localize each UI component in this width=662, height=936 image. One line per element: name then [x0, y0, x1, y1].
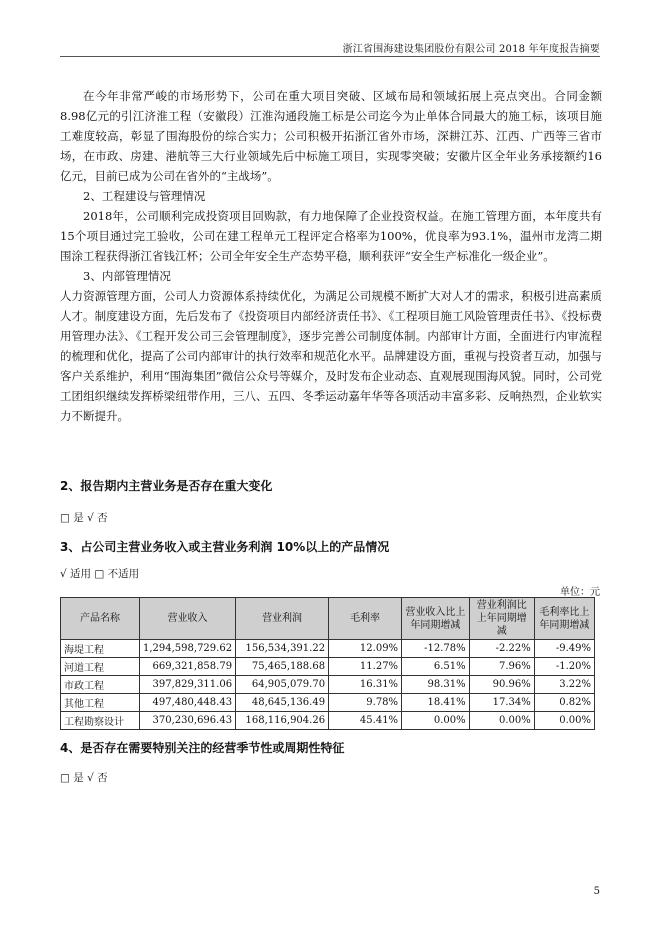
header-revenue-change: 营业收入比上年同期增减 — [402, 598, 470, 640]
product-table — [60, 597, 595, 730]
cell-product: 海堤工程 — [61, 640, 140, 658]
cell-margin-change: -1.20% — [534, 658, 594, 676]
cell-margin: 9.78% — [329, 694, 402, 712]
cell-margin: 16.31% — [329, 676, 402, 694]
cell-product: 其他工程 — [61, 694, 140, 712]
cell-product: 工程勘察设计 — [61, 712, 140, 730]
cell-revenue: 370,230,696.43 — [140, 712, 236, 730]
cell-profit-change: 0.00% — [469, 712, 534, 730]
section-2-title: 2、工程建设与管理情况 — [83, 189, 206, 203]
cell-profit-change: -2.22% — [469, 640, 534, 658]
cell-profit: 75,465,188.68 — [236, 658, 329, 676]
header-margin: 毛利率 — [329, 598, 402, 640]
section-3-paragraph: 人力资源管理方面，公司人力资源体系持续优化，为满足公司规模不断扩大对人才的需求，积极引进高素质人才。制度建设方面，先后发布了《投资项目内部经济责任书》、《工程项目施工风险管理责任书》、《投标费用管理办法》、《工程开发公司三会管理制度》，逐步完善公司制度体制。内部审计方面，全面进行内审流程的梳理和优化，提高了公司内部审计的执行效率和规范化水平。品牌建设方面，重视与投资者互动，加强与客户关系维护，利用“围海集团”微信公众号等媒介，及时发布企业动态、直观展现围海风貌。同时，公司党工团组织继续发挥桥梁纽带作用，三八、五四、冬季运动嘉年华等各项活动丰富多彩、反响热烈，企业软实力不断提升。 — [60, 289, 602, 423]
cell-profit-change: 17.34% — [469, 694, 534, 712]
q2-heading: 2、报告期内主营业务是否存在重大变化 — [60, 479, 273, 493]
q3-answer: √ 适用 □ 不适用 — [60, 568, 140, 580]
cell-revenue-change: 18.41% — [402, 694, 470, 712]
q4-answer: □ 是 √ 否 — [60, 772, 108, 784]
cell-revenue-change: 6.51% — [402, 658, 470, 676]
cell-margin: 45.41% — [329, 712, 402, 730]
header-product: 产品名称 — [61, 598, 140, 640]
q4-heading: 4、是否存在需要特别关注的经营季节性或周期性特征 — [60, 741, 345, 755]
cell-profit: 168,116,904.26 — [236, 712, 329, 730]
cell-revenue-change: -12.78% — [402, 640, 470, 658]
unit-label: 单位：元 — [560, 587, 600, 598]
page-number: 5 — [593, 886, 600, 897]
q2-answer: □ 是 √ 否 — [60, 512, 108, 524]
header-title: 浙江省围海建设集团股份有限公司 2018 年年度报告摘要 — [342, 44, 600, 55]
header-profit: 营业利润 — [236, 598, 329, 640]
cell-product: 河道工程 — [61, 658, 140, 676]
cell-revenue: 497,480,448.43 — [140, 694, 236, 712]
table-row — [61, 712, 595, 730]
intro-paragraph: 在今年非常严峻的市场形势下，公司在重大项目突破、区域布局和领域拓展上亮点突出。合同金额8.98亿元的引江济淮工程（安徽段）江淮沟通段施工标是公司迄今为止单体合同最大的施工标，该项目施工难度较高，彰显了围海股份的综合实力；公司积极开拓浙江省外市场，深耕江苏、江西、广西等三省市场，在市政、房建、港航等三大行业领域先后中标施工项目，实现零突破；安徽片区全年业务承接额约16亿元，目前已成为公司在省外的“主战场”。 — [60, 89, 602, 183]
table-header-row — [61, 598, 595, 640]
cell-product: 市政工程 — [61, 676, 140, 694]
section-2-paragraph: 2018年，公司顺利完成投资项目回购款，有力地保障了企业投资权益。在施工管理方面，本年度共有15个项目通过完工验收，公司在建工程单元工程评定合格率为100%，优良率为93.1%，温州市龙湾二期围涂工程获得浙江省钱江杯；公司全年安全生产态势平稳，顺利获评“安全生产标准化一级企业”。 — [60, 209, 602, 263]
cell-margin-change: 3.22% — [534, 676, 594, 694]
cell-margin: 12.09% — [329, 640, 402, 658]
header-revenue: 营业收入 — [140, 598, 236, 640]
page-header — [60, 38, 600, 57]
cell-revenue: 1,294,598,729.62 — [140, 640, 236, 658]
table-row — [61, 640, 595, 658]
cell-margin-change: -9.49% — [534, 640, 594, 658]
q3-heading: 3、占公司主营业务收入或主营业务利润 10%以上的产品情况 — [60, 540, 390, 554]
cell-profit: 48,645,136.49 — [236, 694, 329, 712]
cell-revenue: 669,321,858.79 — [140, 658, 236, 676]
table-row — [61, 694, 595, 712]
cell-margin: 11.27% — [329, 658, 402, 676]
header-profit-change: 营业利润比上年同期增减 — [469, 598, 534, 640]
table-row — [61, 658, 595, 676]
cell-profit-change: 7.96% — [469, 658, 534, 676]
cell-margin-change: 0.82% — [534, 694, 594, 712]
cell-revenue-change: 98.31% — [402, 676, 470, 694]
cell-profit-change: 90.96% — [469, 676, 534, 694]
body-section — [60, 86, 602, 426]
cell-profit: 64,905,079.70 — [236, 676, 329, 694]
cell-profit: 156,534,391.22 — [236, 640, 329, 658]
cell-revenue-change: 0.00% — [402, 712, 470, 730]
header-margin-change: 毛利率比上年同期增减 — [534, 598, 594, 640]
table-row — [61, 676, 595, 694]
cell-margin-change: 0.00% — [534, 712, 594, 730]
section-3-title: 3、内部管理情况 — [83, 269, 171, 283]
cell-revenue: 397,829,311.06 — [140, 676, 236, 694]
